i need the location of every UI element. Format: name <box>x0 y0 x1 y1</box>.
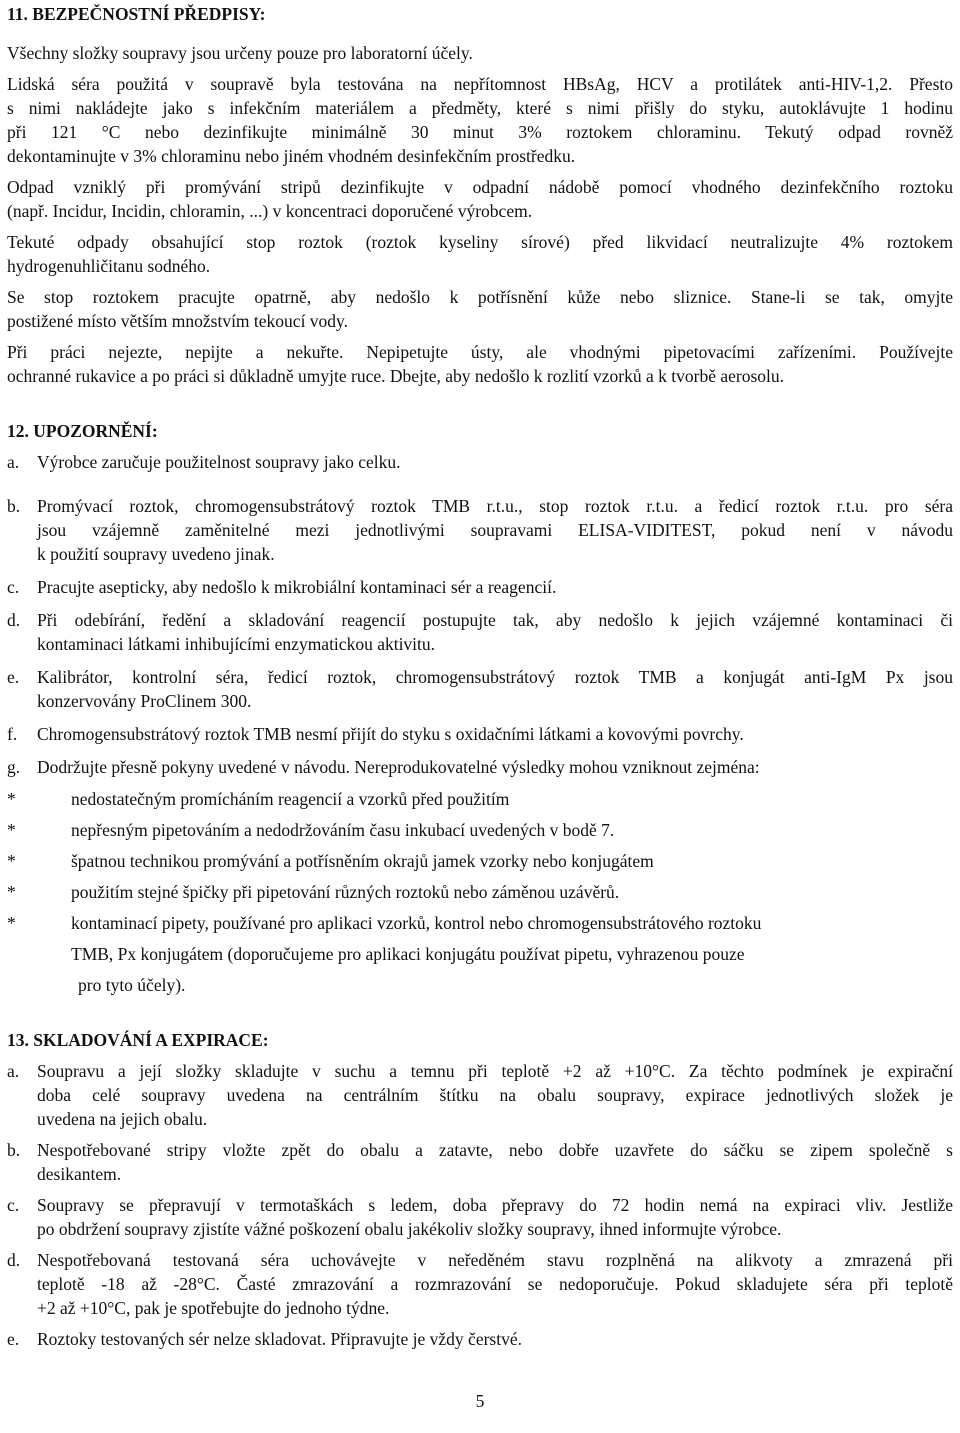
document-page: 11. BEZPEČNOSTNÍ PŘEDPISY: Všechny složky soupravy jsou určeny pouze pro laboratorní účely. Lidská séra použitá v soupravě byla testována na nepřítomnost HBsAg, HCV a protilátek anti-HIV-1,2. Přesto s nimi nakládejte jako s infekčním materiálem a předměty, které s nimi přišly do styku, autoklávujte 1 hodinu při 121 °C nebo dezinfikujte minimálně 30 minut 3% roztokem chloraminu. Tekutý odpad rovněž dekontaminujte v 3% chloraminu nebo jiném vhodném desinfekčním prostředku. Odpad vzniklý při promývání stripů dezinfikujte v odpadní nádobě pomocí vhodného dezinfekčního roztoku (např. Incidur, Incidin, chloramin, ...) v koncentraci doporučené výrobcem. Tekuté odpady obsahující stop roztok (roztok kyseliny sírové) před likvidací neutralizujte 4% roztokem hydrogenuhličitanu sodného. Se stop roztokem pracujte opatrně, aby nedošlo k potřísnění kůže nebo sliznice. Stane-li se tak, omyjte postižené místo větším množstvím tekoucí vody. Při práci nejezte, nepijte a nekuřte. Nepipetujte ústy, ale vhodnými pipetovacími zařízeními. Používejte ochranné rukavice a po práci si důkladně umyjte ruce. Dbejte, aby nedošlo k rozlití vzorků a k tvorbě aerosolu. 12. UPOZORNĚNÍ: a. Výrobce zaručuje použitelnost soupravy jako celku. b. Promývací roztok, chromogensubstrátový roztok TMB r.t.u., stop roztok r.t.u. a ředicí roztok r.t.u. pro séra jsou vzájemně zaměnitelné mezi jednotlivými soupravami ELISA-VIDITEST, pokud není v návodu k použití soupravy uvedeno jinak. c. Pracujte asepticky, aby nedošlo k mikrobiální kontaminaci sér a reagencií. d. Při odebírání, ředění a skladování reagencií postupujte tak, aby nedošlo k jejich vzájemné kontaminaci či kontaminaci látkami inhibujícími enzymatickou aktivitu. e. Kalibrátor, kontrolní séra, ředicí roztok, chromogensubstrátový roztok TMB a konjugát anti-IgM Px jsou konzervovány ProClinem 300. f. Chromogensubstrátový roztok TMB nesmí přijít do styku s oxidačními látkami a kovovými povrchy. g. Dodržujte přesně pokyny uvedené v návodu. Nereprodukovatelné výsledky mohou vzniknout zejména: * nedostatečným promícháním reagencií a vzorků před použitím * nepřesným pipetováním a nedodržováním času inkubací uvedených v bodě 7. * špatnou technikou promývání a potřísněním okrajů jamek vzorky nebo konjugátem * použitím stejné špičky při pipetování různých roztoků nebo záměnou uzávěrů. * kontaminací pipety, používané pro aplikaci vzorků, kontrol nebo chromogensubstrátového roztoku TMB, Px konjugátem (doporučujeme pro aplikaci konjugátu používat pipetu, vyhrazenou pouze pro tyto účely). 13. SKLADOVÁNÍ A EXPIRACE: a. Soupravu a její složky skladujte v suchu a temnu při teplotě +2 až +10°C. Za těchto podmínek je expirační doba celé soupravy uvedena na centrálním štítku na obalu soupravy, expirace jednotlivých složek je uvedena na jejich obalu. b. Nespotřebované stripy vložte zpět do obalu a zatavte, nebo dobře uzavřete do sáčku se zipem společně s desikantem. c. Soupravy se přepravují v termotaškách s ledem, doba přepravy do 72 hodin nemá na expiraci vliv. Jestliže po obdržení soupravy zjistíte vážné poškození obalu jakékoliv složky soupravy, ihned informujte výrobce. d. Nespotřebovaná testovaná séra uchovávejte v neředěném stavu rozplněná na alikvoty a zmrazená při teplotě -18 až -28°C. Časté zmrazování a rozmrazování se nedoporučuje. Pokud skladujete séra při teplotě +2 až +10°C, pak je spotřebujte do jednoho týdne. e. Roztoky testovaných sér nelze skladovat. Připravujte je vždy čerstvé. 5 <box>0 0 960 1433</box>
page-number: 5 <box>475 1391 485 1411</box>
